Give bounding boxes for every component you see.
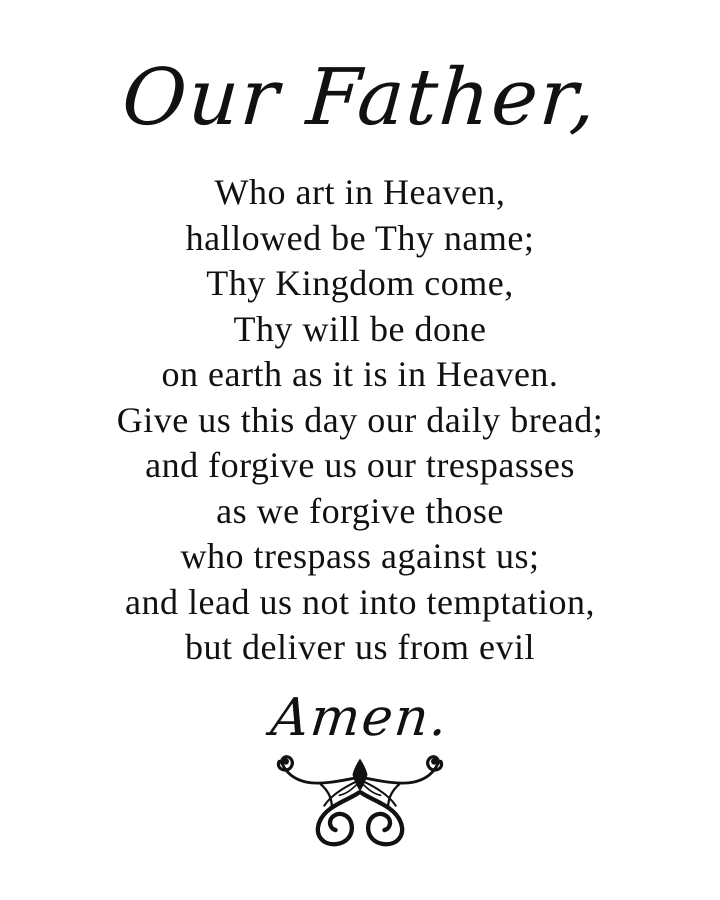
- page-title: Our Father,: [119, 53, 601, 143]
- prayer-line: hallowed be Thy name;: [185, 217, 535, 258]
- prayer-line: and forgive us our trespasses: [145, 445, 575, 485]
- prayer-line: Thy Kingdom come,: [206, 263, 514, 303]
- prayer-line: but deliver us from evil: [185, 627, 535, 667]
- prayer-line: Give us this day our daily bread;: [116, 399, 604, 440]
- flourish-ornament: [0, 753, 720, 847]
- prayer-line: who trespass against us;: [180, 536, 540, 576]
- prayer-line: Who art in Heaven,: [214, 172, 506, 212]
- prayer-line: as we forgive those: [216, 490, 504, 531]
- prayer-line: and lead us not into temptation,: [125, 581, 595, 622]
- prayer-line: on earth as it is in Heaven.: [161, 354, 559, 394]
- prayer-body: [0, 170, 720, 671]
- flourish-icon: [262, 753, 458, 847]
- amen-text: Amen.: [268, 687, 452, 748]
- prayer-line: Thy will be done: [233, 308, 487, 349]
